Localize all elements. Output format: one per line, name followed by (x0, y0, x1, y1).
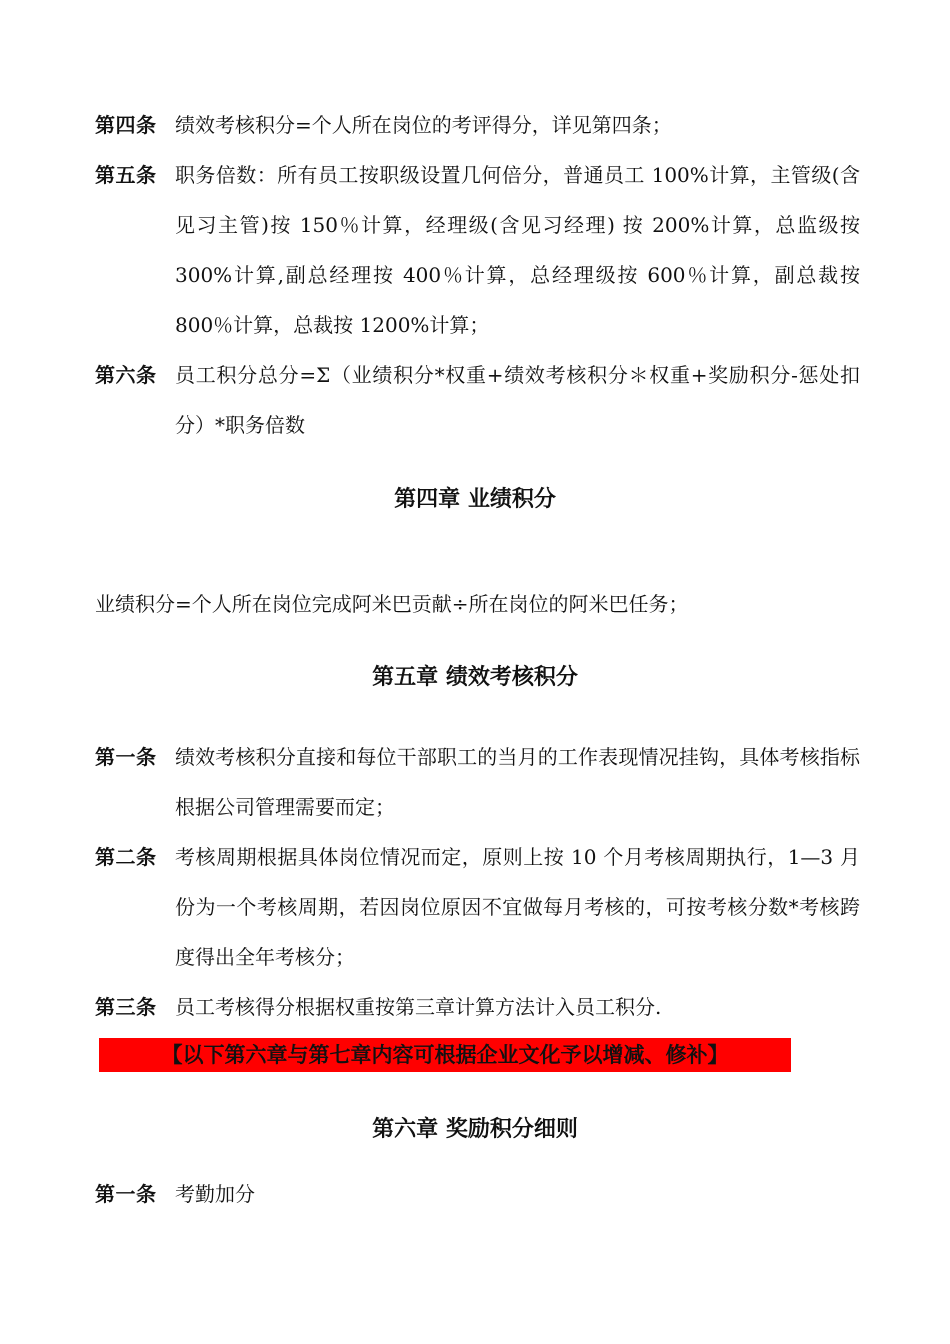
article-label: 第一条 (95, 745, 157, 769)
article-text: 职务倍数：所有员工按职级设置几何倍分，普通员工 100%计算，主管级(含见习主管)按 150％计算，经理级(含见习经理) 按 200%计算，总监级按 300%计算,副总经理按 400％计算，总经理级按 600％计算，副总裁按 800％计算，总裁按 1200%计算； (175, 163, 860, 337)
article-text: 考核周期根据具体岗位情况而定，原则上按 10 个月考核周期执行，1—3 月份为一个考核周期，若因岗位原因不宜做每月考核的，可按考核分数*考核跨度得出全年考核分； (175, 845, 860, 969)
article-label: 第二条 (95, 845, 157, 869)
chapter-4-title: 第四章 业绩积分 (394, 487, 556, 512)
article-text: 员工考核得分根据权重按第三章计算方法计入员工积分. (175, 995, 662, 1019)
notice-banner: 【以下第六章与第七章内容可根据企业文化予以增减、修补】 (99, 1038, 791, 1072)
article-label: 第六条 (95, 363, 157, 387)
article-label: 第一条 (95, 1182, 157, 1206)
chapter-4-text: 业绩积分=个人所在岗位完成阿米巴贡献÷所在岗位的阿米巴任务； (95, 592, 689, 616)
article-label: 第三条 (95, 995, 157, 1019)
chapter-5-article-3 (95, 982, 860, 1032)
article-text: 绩效考核积分=个人所在岗位的考评得分，详见第四条； (175, 113, 672, 137)
chapter-6-title: 第六章 奖励积分细则 (372, 1117, 578, 1142)
article-text: 绩效考核积分直接和每位干部职工的当月的工作表现情况挂钩，具体考核指标根据公司管理需要而定； (175, 745, 860, 819)
article-label: 第五条 (95, 163, 157, 187)
chapter-6-article-1 (95, 1169, 860, 1219)
article-text: 员工积分总分=Σ（业绩积分*权重+绩效考核积分＊权重+奖励积分-惩处扣分）*职务倍数 (175, 363, 860, 437)
article-5 (95, 150, 860, 350)
chapter-5-title: 第五章 绩效考核积分 (372, 665, 578, 690)
article-text: 考勤加分 (175, 1182, 255, 1206)
chapter-5-article-1 (95, 732, 860, 832)
article-6 (95, 350, 860, 450)
chapter-5-article-2 (95, 832, 860, 982)
article-4 (95, 100, 860, 150)
article-label: 第四条 (95, 113, 157, 137)
